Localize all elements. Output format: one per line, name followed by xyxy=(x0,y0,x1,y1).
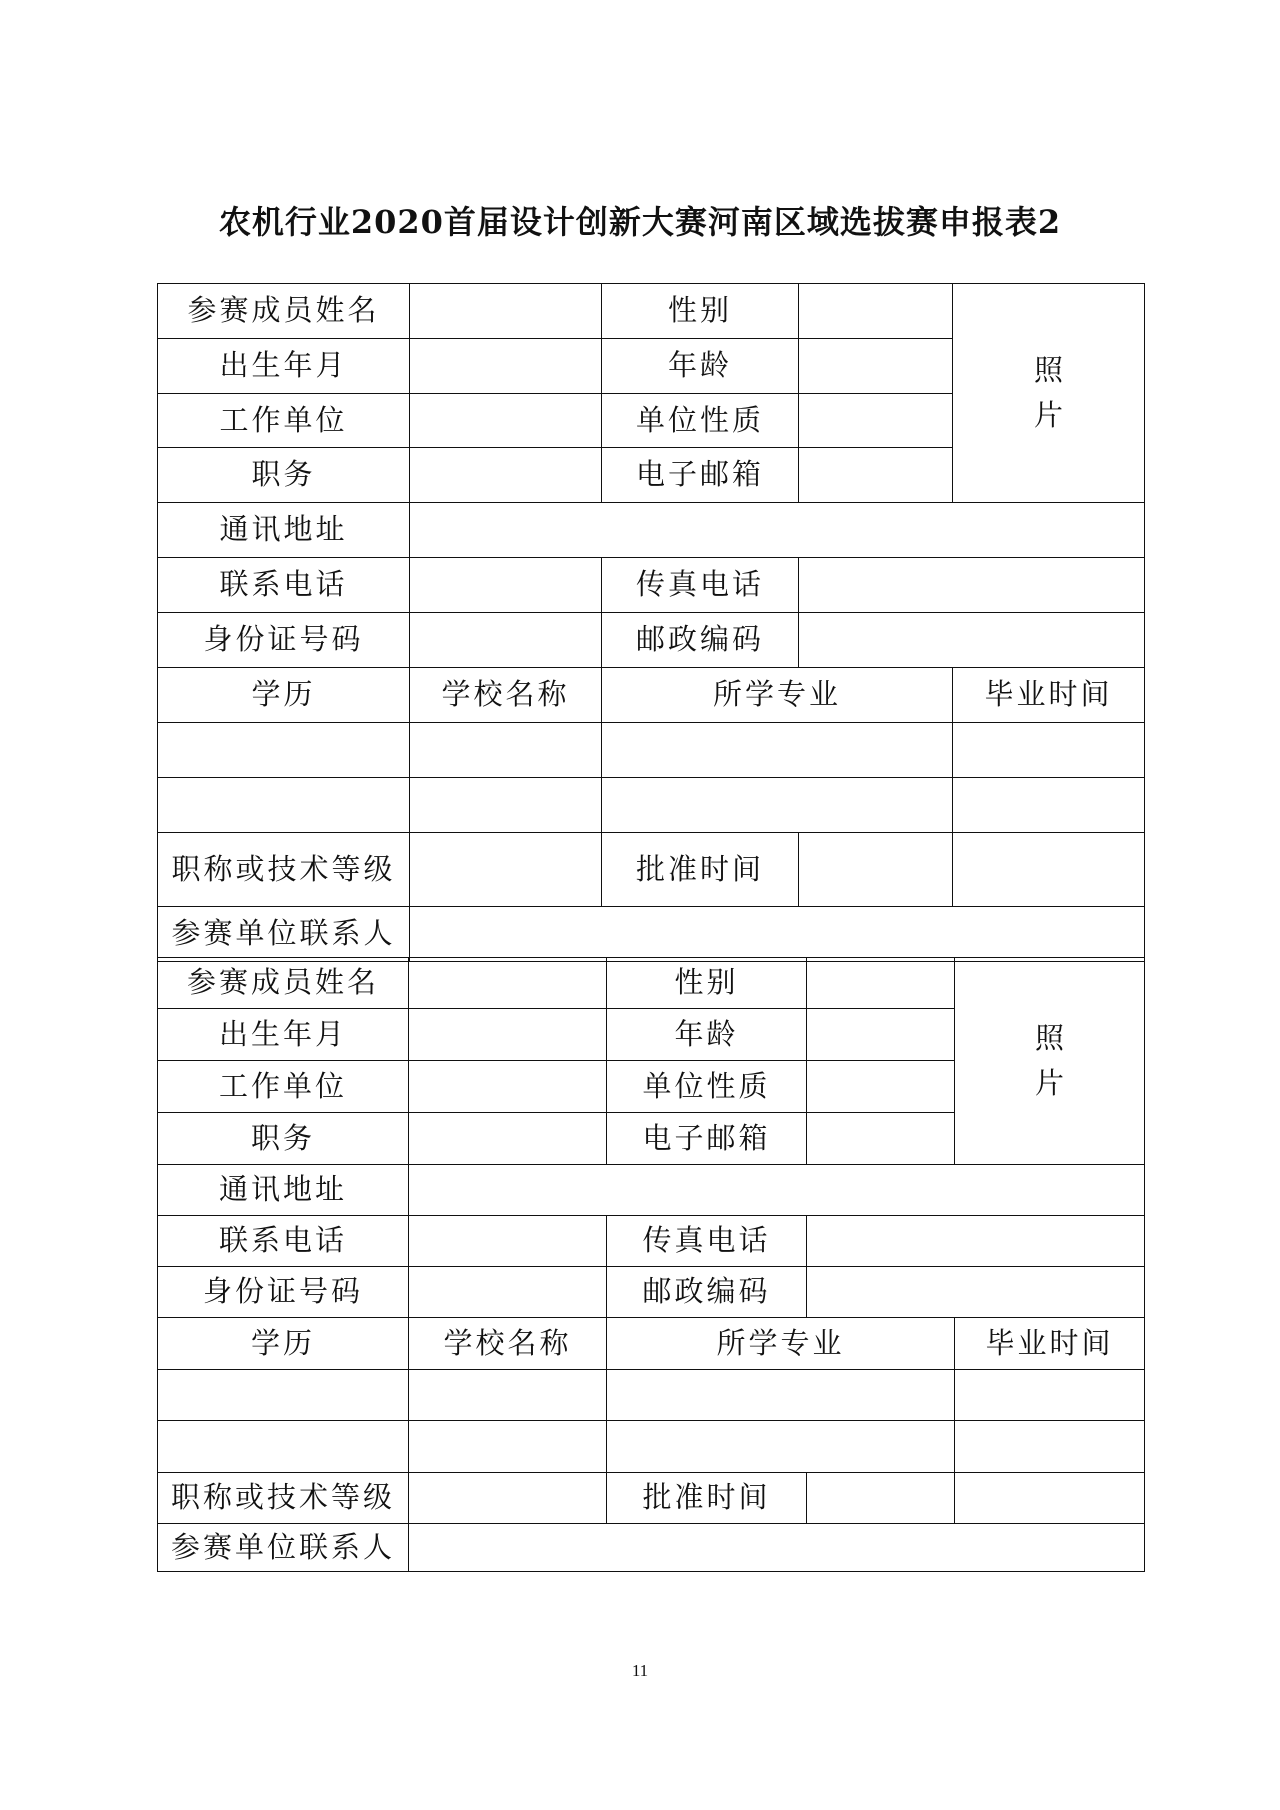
photo-label-1: 照 xyxy=(1034,1021,1064,1056)
photo-label-2: 片 xyxy=(1033,398,1063,432)
label-id-number: 身份证号码 xyxy=(158,1267,409,1318)
position-field[interactable] xyxy=(410,448,602,503)
fax-field[interactable] xyxy=(799,558,1145,613)
photo-label-2: 片 xyxy=(1034,1066,1064,1100)
phone-field[interactable] xyxy=(410,558,602,613)
label-phone: 联系电话 xyxy=(158,1216,409,1267)
education-cell[interactable] xyxy=(158,778,410,833)
name-field[interactable] xyxy=(409,958,607,1009)
label-address: 通讯地址 xyxy=(158,1165,409,1216)
photo-label-1: 照 xyxy=(1033,353,1063,388)
title-level-field[interactable] xyxy=(409,1473,607,1524)
school-cell[interactable] xyxy=(410,723,602,778)
label-unit-nature: 单位性质 xyxy=(607,1061,807,1113)
label-birth: 出生年月 xyxy=(158,339,410,394)
major-cell[interactable] xyxy=(602,778,953,833)
header-grad-time: 毕业时间 xyxy=(955,1318,1145,1370)
page-title: 农机行业2020首届设计创新大赛河南区域选拔赛申报表2 xyxy=(218,203,1062,241)
label-fax: 传真电话 xyxy=(607,1216,807,1267)
position-field[interactable] xyxy=(409,1113,607,1165)
label-contact: 参赛单位联系人 xyxy=(158,907,410,962)
phone-field[interactable] xyxy=(409,1216,607,1267)
label-name: 参赛成员姓名 xyxy=(158,958,409,1009)
email-field[interactable] xyxy=(807,1113,955,1165)
label-approval-time: 批准时间 xyxy=(602,833,799,907)
age-field[interactable] xyxy=(807,1009,955,1061)
fax-field[interactable] xyxy=(807,1216,1145,1267)
birth-field[interactable] xyxy=(410,339,602,394)
label-email: 电子邮箱 xyxy=(607,1113,807,1165)
postcode-field[interactable] xyxy=(799,613,1145,668)
page-number: 11 xyxy=(631,1661,649,1680)
major-cell[interactable] xyxy=(602,723,953,778)
header-grad-time: 毕业时间 xyxy=(953,668,1145,723)
label-position: 职务 xyxy=(158,448,410,503)
school-cell[interactable] xyxy=(409,1421,607,1473)
id-number-field[interactable] xyxy=(409,1267,607,1318)
gender-field[interactable] xyxy=(807,958,955,1009)
label-gender: 性别 xyxy=(607,958,807,1009)
member-form-2 xyxy=(157,957,1145,1572)
major-cell[interactable] xyxy=(607,1421,955,1473)
label-email: 电子邮箱 xyxy=(602,448,799,503)
label-postcode: 邮政编码 xyxy=(602,613,799,668)
label-title-level: 职称或技术等级 xyxy=(158,833,410,907)
label-age: 年龄 xyxy=(607,1009,807,1061)
school-cell[interactable] xyxy=(410,778,602,833)
label-contact: 参赛单位联系人 xyxy=(158,1524,409,1572)
label-position: 职务 xyxy=(158,1113,409,1165)
header-education: 学历 xyxy=(158,668,410,723)
approval-time-field[interactable] xyxy=(807,1473,955,1524)
grad-time-cell[interactable] xyxy=(953,778,1145,833)
address-field[interactable] xyxy=(409,1165,1145,1216)
label-workplace: 工作单位 xyxy=(158,394,410,448)
label-approval-time: 批准时间 xyxy=(607,1473,807,1524)
workplace-field[interactable] xyxy=(409,1061,607,1113)
gender-field[interactable] xyxy=(799,284,953,339)
label-name: 参赛成员姓名 xyxy=(158,284,410,339)
workplace-field[interactable] xyxy=(410,394,602,448)
grad-time-cell[interactable] xyxy=(955,1370,1145,1421)
education-cell[interactable] xyxy=(158,1370,409,1421)
contact-field[interactable] xyxy=(410,907,1145,962)
email-field[interactable] xyxy=(799,448,953,503)
title-level-field[interactable] xyxy=(410,833,602,907)
birth-field[interactable] xyxy=(409,1009,607,1061)
grad-time-cell[interactable] xyxy=(955,1421,1145,1473)
label-address: 通讯地址 xyxy=(158,503,410,558)
header-education: 学历 xyxy=(158,1318,409,1370)
major-cell[interactable] xyxy=(607,1370,955,1421)
header-school: 学校名称 xyxy=(410,668,602,723)
header-major: 所学专业 xyxy=(602,668,953,723)
education-cell[interactable] xyxy=(158,1421,409,1473)
address-field[interactable] xyxy=(410,503,1145,558)
postcode-field[interactable] xyxy=(807,1267,1145,1318)
label-birth: 出生年月 xyxy=(158,1009,409,1061)
label-age: 年龄 xyxy=(602,339,799,394)
name-field[interactable] xyxy=(410,284,602,339)
grad-time-cell[interactable] xyxy=(953,723,1145,778)
school-cell[interactable] xyxy=(409,1370,607,1421)
label-unit-nature: 单位性质 xyxy=(602,394,799,448)
unit-nature-field[interactable] xyxy=(807,1061,955,1113)
label-id-number: 身份证号码 xyxy=(158,613,410,668)
approval-extra-field[interactable] xyxy=(955,1473,1145,1524)
header-major: 所学专业 xyxy=(607,1318,955,1370)
photo-box[interactable] xyxy=(953,284,1145,503)
education-cell[interactable] xyxy=(158,723,410,778)
label-fax: 传真电话 xyxy=(602,558,799,613)
approval-time-field[interactable] xyxy=(799,833,953,907)
photo-box[interactable] xyxy=(955,958,1145,1165)
label-postcode: 邮政编码 xyxy=(607,1267,807,1318)
unit-nature-field[interactable] xyxy=(799,394,953,448)
contact-field[interactable] xyxy=(409,1524,1145,1572)
label-gender: 性别 xyxy=(602,284,799,339)
label-phone: 联系电话 xyxy=(158,558,410,613)
approval-extra-field[interactable] xyxy=(953,833,1145,907)
label-title-level: 职称或技术等级 xyxy=(158,1473,409,1524)
id-number-field[interactable] xyxy=(410,613,602,668)
member-form-1 xyxy=(157,283,1145,962)
age-field[interactable] xyxy=(799,339,953,394)
header-school: 学校名称 xyxy=(409,1318,607,1370)
label-workplace: 工作单位 xyxy=(158,1061,409,1113)
